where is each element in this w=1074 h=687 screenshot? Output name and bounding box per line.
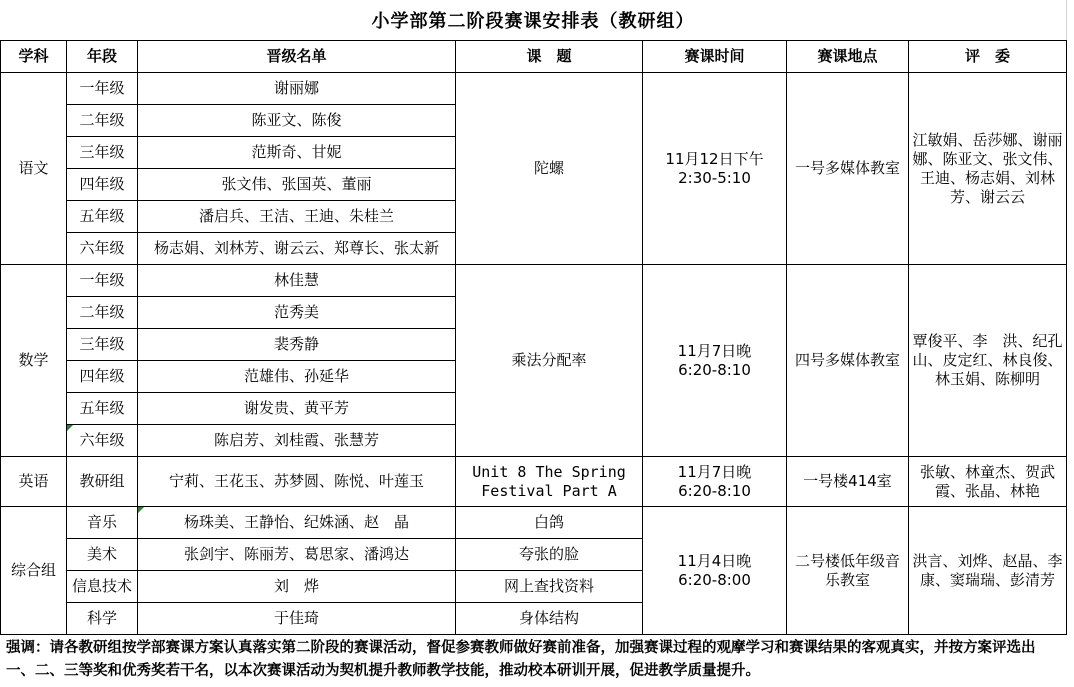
grade-cell[interactable]: 教研组 (67, 457, 138, 507)
time-cell[interactable]: 11月4日晚 6:20-8:00 (643, 507, 787, 635)
header-grade[interactable]: 年段 (67, 41, 138, 73)
header-time[interactable]: 赛课时间 (643, 41, 787, 73)
header-place[interactable]: 赛课地点 (787, 41, 909, 73)
place-cell[interactable]: 二号楼低年级音乐教室 (787, 507, 909, 635)
topic-cell[interactable]: 白鸽 (456, 507, 643, 539)
names-cell[interactable]: 谢丽娜 (138, 73, 456, 105)
header-topic[interactable]: 课 题 (456, 41, 643, 73)
names-cell[interactable]: 于佳琦 (138, 603, 456, 635)
grade-cell[interactable]: 四年级 (67, 169, 138, 201)
grade-cell[interactable]: 一年级 (67, 265, 138, 297)
table-row (1, 73, 1067, 105)
names-cell[interactable]: 潘启兵、王洁、王迪、朱桂兰 (138, 201, 456, 233)
topic-cell[interactable]: 乘法分配率 (456, 265, 643, 457)
names-cell[interactable]: 陈亚文、陈俊 (138, 105, 456, 137)
names-cell[interactable]: 陈启芳、刘桂霞、张慧芳 (138, 425, 456, 457)
names-cell[interactable]: 范雄伟、孙延华 (138, 361, 456, 393)
names-cell[interactable]: 杨志娟、刘林芳、谢云云、郑尊长、张太新 (138, 233, 456, 265)
names-cell[interactable]: 张文伟、张国英、董丽 (138, 169, 456, 201)
note-text[interactable]: 强调：请各教研组按学部赛课方案认真落实第二阶段的赛课活动，督促参赛教师做好赛前准备，加强赛课过程的观摩学习和赛课结果的客观真实，并按方案评选出一、二、三等奖和优秀奖若干名，以本次赛课活动为契机提升教师教学技能，推动校本研训开展，促进教学质量提升。 (6, 640, 1036, 679)
schedule-table (0, 40, 1067, 635)
grade-cell[interactable]: 美术 (67, 539, 138, 571)
topic-cell[interactable]: 夸张的脸 (456, 539, 643, 571)
table-row (1, 507, 1067, 539)
subject-cell[interactable]: 英语 (1, 457, 67, 507)
time-cell[interactable]: 11月12日下午 2:30-5:10 (643, 73, 787, 265)
header-judges[interactable]: 评 委 (909, 41, 1067, 73)
topic-cell[interactable]: 身体结构 (456, 603, 643, 635)
judges-cell[interactable]: 覃俊平、李 洪、纪孔山、皮定红、林良俊、林玉娟、陈柳明 (909, 265, 1067, 457)
names-cell[interactable]: 范秀美 (138, 297, 456, 329)
names-cell[interactable]: 裴秀静 (138, 329, 456, 361)
grade-cell[interactable]: 信息技术 (67, 571, 138, 603)
grade-cell[interactable]: 科学 (67, 603, 138, 635)
table-row (1, 457, 1067, 507)
names-cell[interactable]: 范斯奇、甘妮 (138, 137, 456, 169)
subject-cell[interactable]: 综合组 (1, 507, 67, 635)
place-cell[interactable]: 四号多媒体教室 (787, 265, 909, 457)
grade-cell[interactable]: 五年级 (67, 201, 138, 233)
grade-cell[interactable]: 音乐 (67, 507, 138, 539)
time-cell[interactable]: 11月7日晚 6:20-8:10 (643, 457, 787, 507)
header-names[interactable]: 晋级名单 (138, 41, 456, 73)
grade-cell[interactable]: 五年级 (67, 393, 138, 425)
sheet-title[interactable]: 小学部第二阶段赛课安排表（教研组） (0, 0, 1067, 40)
grade-cell[interactable]: 三年级 (67, 329, 138, 361)
time-cell[interactable]: 11月7日晚 6:20-8:10 (643, 265, 787, 457)
judges-cell[interactable]: 洪言、刘烨、赵晶、李康、窦瑞瑞、彭清芳 (909, 507, 1067, 635)
grade-cell[interactable]: 六年级 (67, 233, 138, 265)
names-cell[interactable]: 杨珠美、王静怡、纪姝涵、赵 晶 (138, 507, 456, 539)
judges-cell[interactable]: 江敏娟、岳莎娜、谢丽娜、陈亚文、张文伟、王迪、杨志娟、刘林芳、谢云云 (909, 73, 1067, 265)
place-cell[interactable]: 一号多媒体教室 (787, 73, 909, 265)
topic-cell[interactable]: 网上查找资料 (456, 571, 643, 603)
names-cell[interactable]: 刘 烨 (138, 571, 456, 603)
subject-cell[interactable]: 数学 (1, 265, 67, 457)
subject-cell[interactable]: 语文 (1, 73, 67, 265)
grade-cell[interactable]: 二年级 (67, 297, 138, 329)
names-cell[interactable]: 谢发贵、黄平芳 (138, 393, 456, 425)
topic-cell[interactable]: 陀螺 (456, 73, 643, 265)
judges-cell[interactable]: 张敏、林童杰、贺武霞、张晶、林艳 (909, 457, 1067, 507)
grade-cell[interactable]: 四年级 (67, 361, 138, 393)
grade-cell[interactable]: 六年级 (67, 425, 138, 457)
header-row (1, 41, 1067, 73)
table-row (1, 265, 1067, 297)
place-cell[interactable]: 一号楼414室 (787, 457, 909, 507)
grade-cell[interactable]: 一年级 (67, 73, 138, 105)
grade-cell[interactable]: 三年级 (67, 137, 138, 169)
names-cell[interactable]: 林佳慧 (138, 265, 456, 297)
topic-cell[interactable]: Unit 8 The Spring Festival Part A (456, 457, 643, 507)
names-cell[interactable]: 张剑宇、陈丽芳、葛思家、潘鸿达 (138, 539, 456, 571)
grade-cell[interactable]: 二年级 (67, 105, 138, 137)
names-cell[interactable]: 宁莉、王花玉、苏梦圆、陈悦、叶莲玉 (138, 457, 456, 507)
header-subject[interactable]: 学科 (1, 41, 67, 73)
